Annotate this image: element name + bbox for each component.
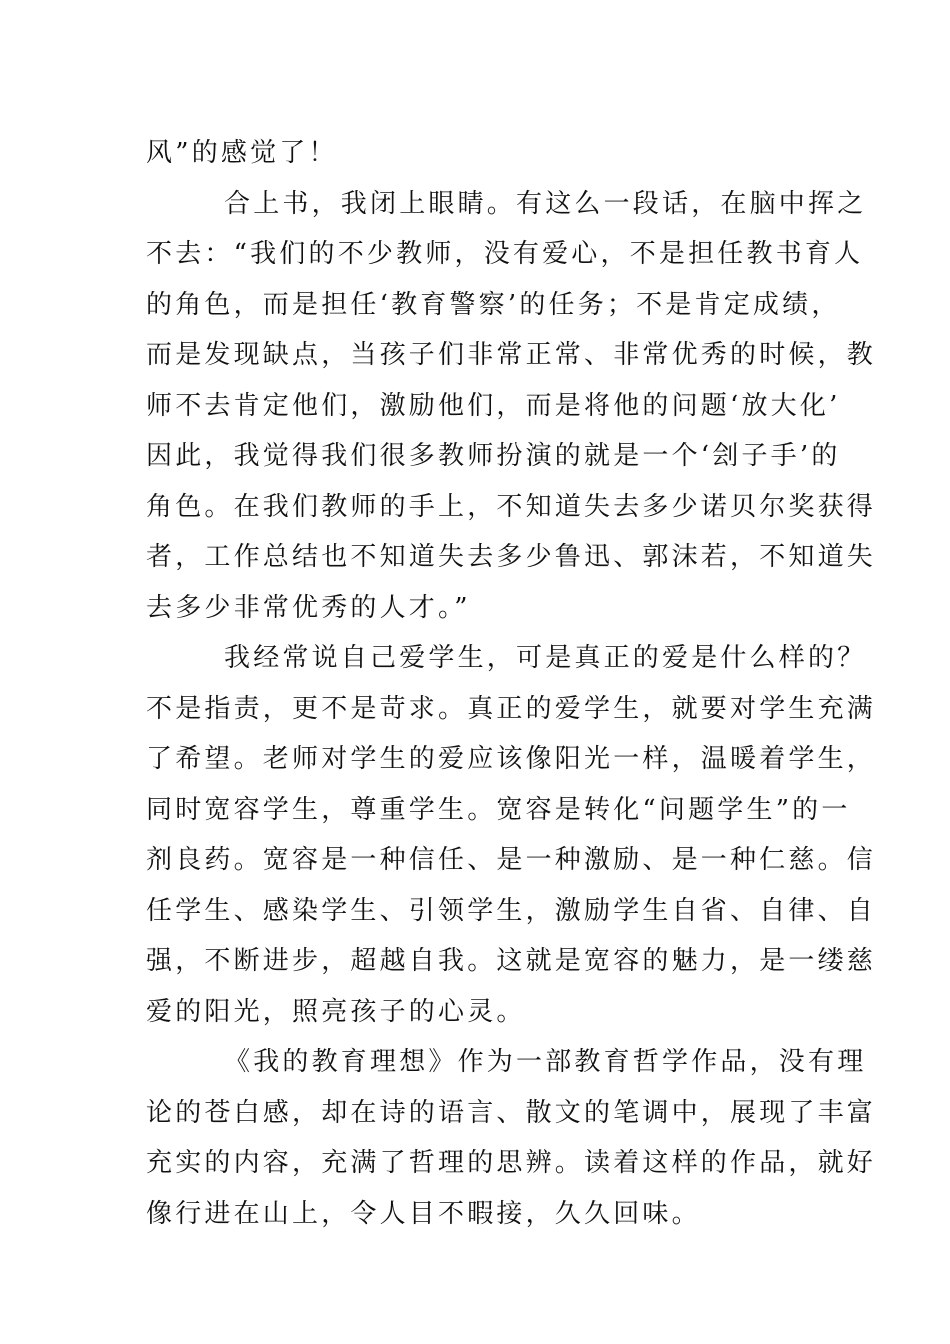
- document-body: [146, 128, 877, 1239]
- text-line: 剂良药。宽容是一种信任、是一种激励、是一种仁慈。信: [146, 845, 877, 875]
- text-line: 了希望。老师对学生的爱应该像阳光一样，温暖着学生，: [146, 744, 877, 774]
- text-line: 像行进在山上，令人目不暇接，久久回味。: [146, 1198, 701, 1229]
- text-line: 而是发现缺点，当孩子们非常正常、非常优秀的时候，教: [146, 340, 877, 370]
- text-line: 我经常说自己爱学生，可是真正的爱是什么样的？: [224, 643, 867, 673]
- text-line: 因此，我觉得我们很多教师扮演的就是一个‘刽子手’的: [146, 441, 841, 471]
- paragraph-4: [146, 1037, 877, 1239]
- text-line: 任学生、感染学生、引领学生，激励学生自省、自律、自: [146, 895, 877, 926]
- text-line: 的角色，而是担任‘教育警察’的任务；不是肯定成绩，: [146, 289, 841, 320]
- text-line: 爱的阳光，照亮孩子的心灵。: [146, 996, 526, 1027]
- text-line: 强，不断进步，超越自我。这就是宽容的魅力，是一缕慈: [146, 946, 877, 976]
- text-line: 去多少非常优秀的人才。”: [146, 592, 471, 623]
- text-line: 师不去肯定他们，激励他们，而是将他的问题‘放大化’: [146, 390, 841, 421]
- paragraph-2: [146, 179, 877, 634]
- paragraph-3: [146, 633, 877, 1037]
- text-line: 者，工作总结也不知道失去多少鲁迅、郭沫若，不知道失: [146, 542, 877, 572]
- text-line: 充实的内容，充满了哲理的思辨。读着这样的作品，就好: [146, 1148, 877, 1178]
- text-line: 不是指责，更不是苛求。真正的爱学生，就要对学生充满: [146, 693, 877, 724]
- paragraph-1: [146, 128, 808, 179]
- text-line: 《我的教育理想》作为一部教育哲学作品，没有理: [224, 1047, 867, 1077]
- text-line: 风”的感觉了！: [146, 138, 338, 168]
- text-line: 同时宽容学生，尊重学生。宽容是转化“问题学生”的一: [146, 794, 851, 825]
- text-line: 论的苍白感，却在诗的语言、散文的笔调中，展现了丰富: [146, 1097, 877, 1128]
- text-line: 不去：“我们的不少教师，没有爱心，不是担任教书育人: [146, 239, 864, 269]
- text-line: 角色。在我们教师的手上，不知道失去多少诺贝尔奖获得: [146, 491, 877, 522]
- text-line: 合上书，我闭上眼睛。有这么一段话，在脑中挥之: [224, 188, 867, 219]
